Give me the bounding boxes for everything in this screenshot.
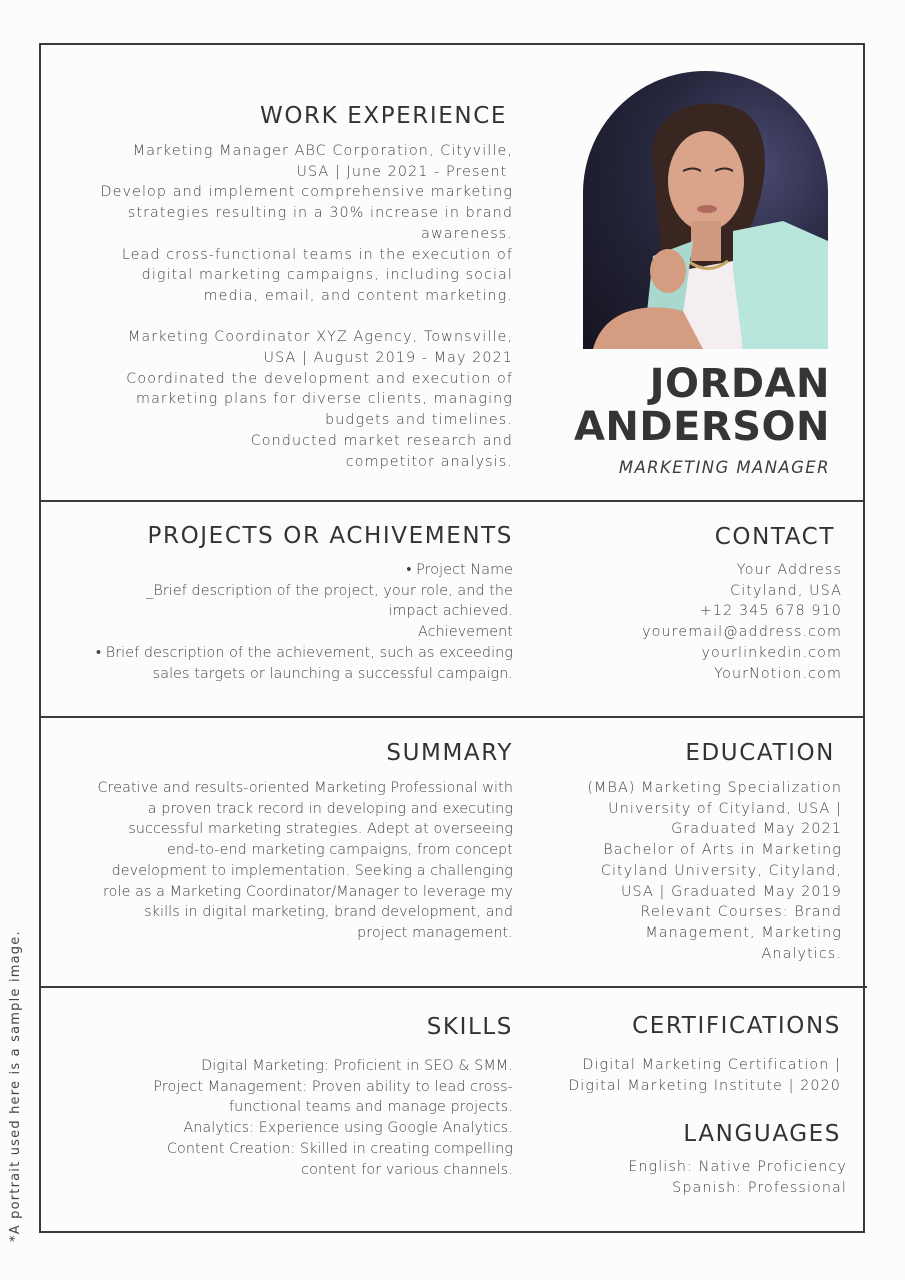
text-line: Cityland University, Cityland, [600,862,842,879]
text-line: USA | August 2019 - May 2021 [263,350,513,367]
name-line-last: ANDERSON [573,404,830,450]
text-line: media, email, and content marketing. [203,287,513,304]
text-line: Graduated May 2021 [671,821,842,838]
text-line: • Project Name [406,562,513,578]
text-line: Coordinated the development and execution of [126,370,513,387]
text-line: sales targets or launching a successful campaign. [152,665,513,682]
text-line: _Brief description of the project, your role, and the [146,582,513,599]
languages-body [628,1157,847,1198]
summary-body [97,778,513,944]
text-line: Achievement [418,624,513,641]
contact-body [642,560,842,684]
section-heading: CERTIFICATIONS [632,1013,841,1039]
section-heading: PROJECTS OR ACHIVEMENTS [147,523,513,549]
section-heading: SUMMARY [386,740,513,766]
text-line: Project Management: Proven ability to lead cross- [153,1078,513,1095]
section-heading: WORK EXPERIENCE [259,103,507,129]
text-line: Bachelor of Arts in Marketing [603,842,842,859]
education-section [587,738,842,964]
skills-body [153,1056,513,1180]
divider-3 [39,986,867,988]
portrait-illustration [583,71,828,349]
text-line: content for various channels. [301,1161,513,1178]
text-line: Conducted market research and [250,432,513,449]
text-line: impact achieved. [388,603,513,620]
text-line: Analytics: Experience using Google Analytics. [183,1120,513,1137]
text-line: USA | June 2021 - Present [296,163,513,180]
text-line: Relevant Courses: Brand [640,904,842,921]
text-line: Marketing Coordinator XYZ Agency, Townsville, [127,329,513,346]
text-line: University of Cityland, USA | [608,800,842,817]
text-line: Content Creation: Skilled in creating compelling [166,1140,513,1157]
text-line: project management. [357,924,513,941]
contact-section [642,522,842,684]
text-line: Marketing Manager ABC Corporation, Cityville, [132,143,513,159]
text-line: Digital Marketing Certification | [582,1057,841,1073]
text-line: Spanish: Professional [672,1179,847,1196]
text-line: Creative and results-oriented Marketing Professional with [97,780,513,796]
text-line: a proven track record in developing and executing [147,800,513,817]
skills-section [153,1012,513,1180]
text-line: competitor analysis. [345,453,513,470]
text-line: • Brief description of the achievement, such as exceeding [95,644,513,661]
text-line: strategies resulting in a 30% increase in brand [127,205,513,222]
certifications-section [568,1011,841,1096]
text-line: digital marketing campaigns, including social [141,267,513,284]
city-line: Cityland, USA [730,582,842,599]
text-line: functional teams and manage projects. [229,1099,513,1116]
text-line: development to implementation. Seeking a challenging [111,862,513,879]
text-line: budgets and timelines. [325,412,513,429]
summary-section [97,738,513,944]
section-heading: LANGUAGES [683,1121,841,1147]
certifications-body [568,1055,841,1096]
linkedin: yourlinkedin.com [701,644,842,661]
text-line: role as a Marketing Coordinator/Manager to leverage my [103,883,513,900]
work-experience-body [101,141,513,472]
notion: YourNotion.com [714,665,842,682]
projects-section [96,521,513,684]
section-heading: EDUCATION [685,740,835,766]
spacer-line [101,307,513,328]
text-line: (MBA) Marketing Specialization [587,780,842,796]
work-experience-section [101,101,513,472]
section-heading: CONTACT [714,524,835,550]
job-title: MARKETING MANAGER [618,458,830,477]
text-line: USA | Graduated May 2019 [620,883,842,900]
name-line-first: JORDAN [649,361,830,407]
portrait-footnote: *A portrait used here is a sample image. [8,930,23,1242]
address-line: Your Address [736,562,842,578]
email: youremail@address.com [642,624,842,641]
text-line: Lead cross-functional teams in the execution of [121,246,513,263]
phone: +12 345 678 910 [699,603,842,620]
text-line: Analytics. [761,945,842,962]
text-line: end-to-end marketing campaigns, from concept [167,842,513,859]
candidate-name [574,363,830,449]
text-line: English: Native Proficiency [628,1159,847,1175]
languages-section [628,1119,847,1198]
text-line: skills in digital marketing, brand development, and [144,904,513,921]
education-body [587,778,842,964]
text-line: awareness. [421,225,513,242]
text-line: Management, Marketing [645,924,842,941]
divider-1 [39,500,865,502]
text-line: marketing plans for diverse clients, managing [136,391,513,408]
section-heading: SKILLS [426,1014,513,1040]
text-line: successful marketing strategies. Adept at overseeing [128,821,513,838]
text-line: Digital Marketing: Proficient in SEO & SMM. [201,1058,513,1074]
text-line: Digital Marketing Institute | 2020 [568,1077,841,1094]
text-line: Develop and implement comprehensive marketing [100,184,513,201]
portrait-photo [583,71,828,349]
divider-2 [39,716,865,718]
projects-body [96,560,513,684]
